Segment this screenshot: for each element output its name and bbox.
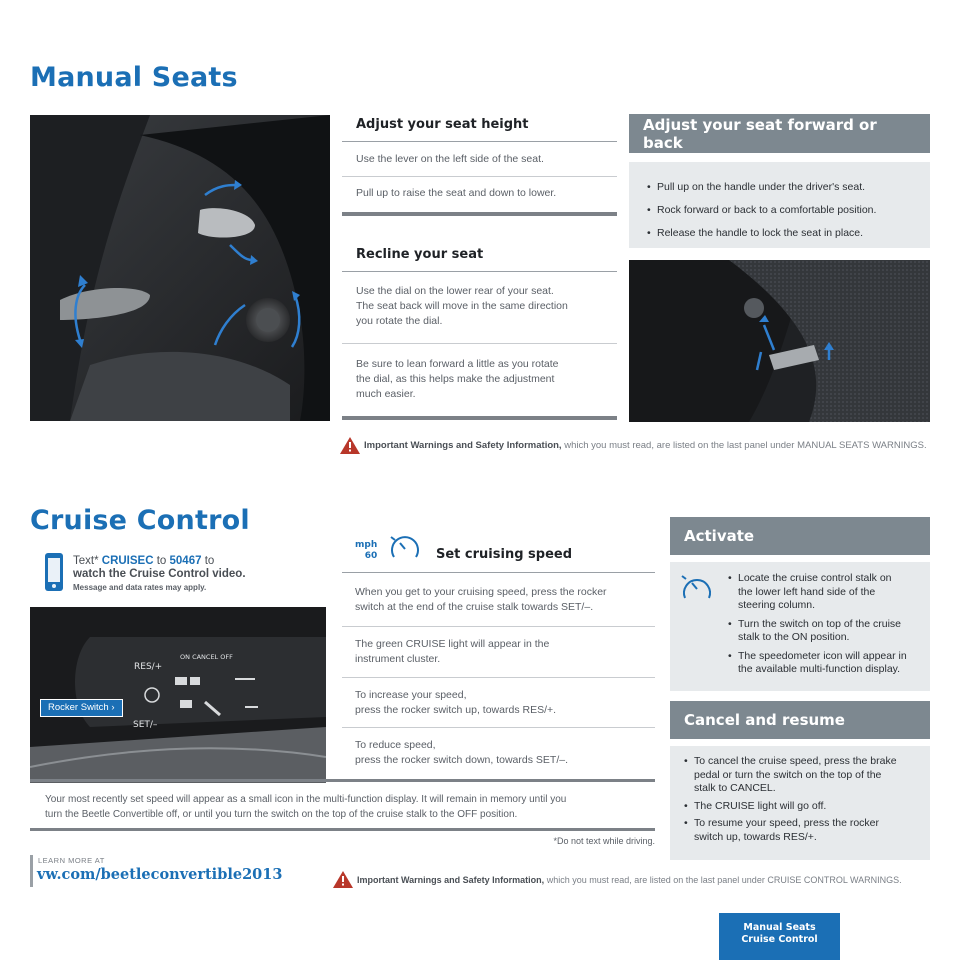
cruise-control-title: Cruise Control	[30, 505, 250, 536]
manual-seats-title: Manual Seats	[30, 62, 238, 93]
stalk-switch-labels: ON CANCEL OFF	[180, 653, 233, 661]
speedometer-icon	[680, 572, 714, 602]
divider	[342, 727, 655, 728]
list-item: • Locate the cruise control stalk on the lower left hand side of the steering column.	[728, 572, 924, 613]
list-item: • Turn the switch on top of the cruise stalk to the ON position.	[728, 618, 924, 645]
vw-url-link[interactable]: vw.com/beetleconvertible2013	[37, 866, 283, 883]
warning-icon	[333, 871, 353, 888]
seat-forward-panel	[629, 162, 930, 248]
cruise-control-warning: Important Warnings and Safety Information, which you must read, are listed on the last panel under CRUISE CONTROL WARNINGS.	[333, 871, 933, 888]
stalk-set-label: SET/–	[133, 720, 158, 730]
divider	[342, 572, 655, 573]
text-video-prompt: Text* CRUISEC to 50467 to watch the Cruise Control video. Message and data rates may apply.	[73, 555, 246, 592]
cancel-resume-list	[684, 755, 924, 844]
activate-list	[728, 572, 924, 677]
divider	[30, 779, 655, 782]
manual-seats-warning: Important Warnings and Safety Information, which you must read, are listed on the last panel under MANUAL SEATS WARNINGS.	[340, 437, 930, 454]
divider	[342, 343, 617, 344]
stalk-res-label: RES/+	[134, 662, 163, 672]
activate-heading: Activate	[670, 517, 930, 555]
phone-icon	[45, 553, 63, 591]
recline-text-2: Be sure to lean forward a little as you rotate the dial, as this helps make the adjustment much easier.	[356, 358, 559, 400]
seat-forward-heading: Adjust your seat forward or back	[629, 114, 930, 153]
seat-handle-photo	[629, 260, 930, 422]
seat-lever-photo	[30, 115, 330, 421]
list-item: • To cancel the cruise speed, press the brake pedal or turn the switch on the top of the stalk to CANCEL.	[684, 755, 924, 796]
section-tab[interactable]: Manual Seats Cruise Control	[719, 913, 840, 960]
list-item: • Release the handle to lock the seat in place.	[647, 222, 930, 245]
divider	[342, 271, 617, 272]
speed-badge: mph 60	[355, 540, 378, 561]
cruise-stalk-photo	[30, 607, 326, 783]
divider	[342, 141, 617, 142]
recline-text-1: Use the dial on the lower rear of your seat. The seat back will move in the same direction you rotate the dial.	[356, 285, 568, 327]
set-speed-text-3: To increase your speed, press the rocker switch up, towards RES/+.	[355, 689, 557, 716]
cancel-resume-panel	[670, 746, 930, 860]
speedometer-icon	[388, 531, 422, 565]
text-driving-footnote: *Do not text while driving.	[553, 836, 655, 846]
divider	[342, 176, 617, 177]
divider	[30, 828, 655, 831]
divider	[342, 626, 655, 627]
divider	[342, 677, 655, 678]
seat-height-text-1: Use the lever on the left side of the seat.	[356, 153, 544, 165]
recline-heading: Recline your seat	[356, 247, 484, 262]
list-item: • The CRUISE light will go off.	[684, 800, 924, 814]
seat-height-text-2: Pull up to raise the seat and down to lower.	[356, 187, 557, 199]
seat-forward-list	[647, 176, 930, 245]
set-cruising-heading: Set cruising speed	[436, 547, 573, 562]
activate-panel	[670, 562, 930, 691]
set-speed-text-4: To reduce speed, press the rocker switch down, towards SET/–.	[355, 739, 568, 766]
list-item: • Pull up on the handle under the driver's seat.	[647, 176, 930, 199]
cancel-resume-heading: Cancel and resume	[670, 701, 930, 739]
seat-height-heading: Adjust your seat height	[356, 117, 529, 132]
warning-icon	[340, 437, 360, 454]
divider	[342, 212, 617, 216]
list-item: • Rock forward or back to a comfortable position.	[647, 199, 930, 222]
divider	[30, 855, 33, 887]
memory-note: Your most recently set speed will appear as a small icon in the multi-function display. It will remain in memory until you turn the Beetle Convertible off, or until you turn the switch on the top of the cruise stalk to the OFF position.	[45, 794, 567, 820]
divider	[342, 416, 617, 420]
list-item: • To resume your speed, press the rocker switch up, towards RES/+.	[684, 817, 924, 844]
set-speed-text-1: When you get to your cruising speed, press the rocker switch at the end of the cruise stalk towards SET/–.	[355, 586, 607, 613]
list-item: • The speedometer icon will appear in the available multi-function display.	[728, 650, 924, 677]
set-speed-text-2: The green CRUISE light will appear in the instrument cluster.	[355, 638, 550, 665]
rocker-switch-callout: Rocker Switch ›	[40, 699, 123, 717]
learn-more-label: LEARN MORE AT	[38, 856, 105, 865]
